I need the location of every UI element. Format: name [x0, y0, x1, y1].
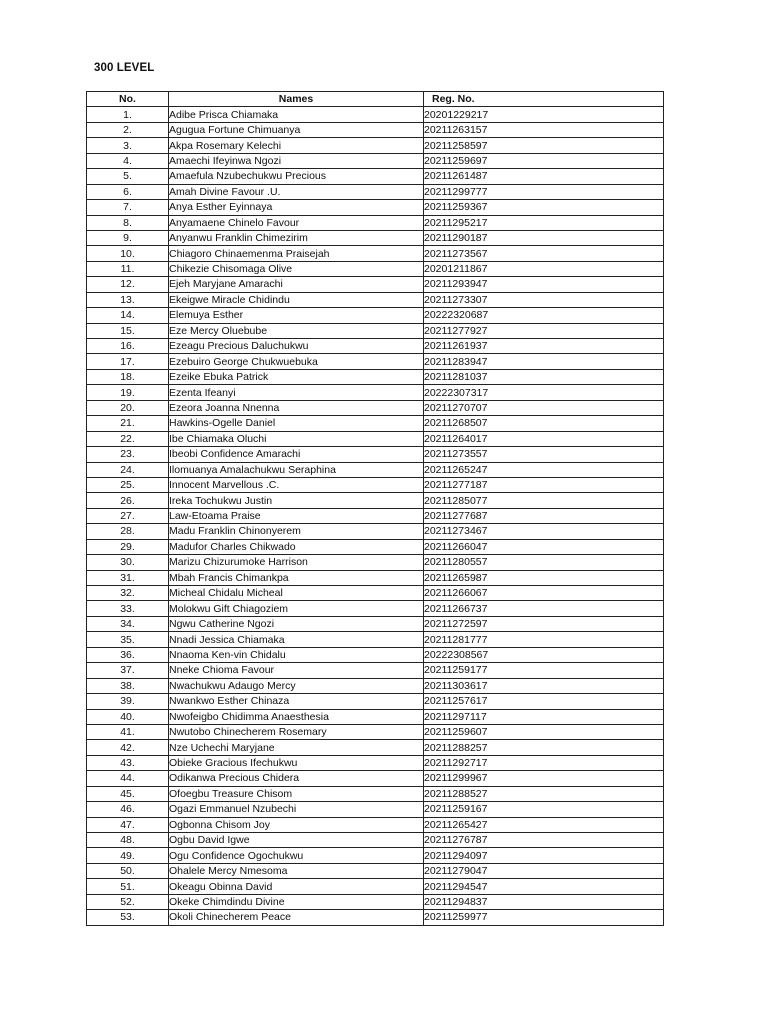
student-name: Chikezie Chisomaga Olive: [169, 261, 424, 276]
table-row: [87, 246, 664, 261]
table-row: [87, 570, 664, 585]
table-row: [87, 169, 664, 184]
student-name: Amaefula Nzubechukwu Precious: [169, 169, 424, 184]
row-number: 52.: [87, 894, 169, 909]
student-name: Marizu Chizurumoke Harrison: [169, 555, 424, 570]
table-row: [87, 786, 664, 801]
student-name: Ogazi Emmanuel Nzubechi: [169, 802, 424, 817]
registration-number: 20211283947: [424, 354, 664, 369]
row-number: 3.: [87, 138, 169, 153]
row-number: 33.: [87, 601, 169, 616]
row-number: 40.: [87, 709, 169, 724]
header-row: [87, 92, 664, 107]
table-row: [87, 184, 664, 199]
student-name: Mbah Francis Chimankpa: [169, 570, 424, 585]
table-row: [87, 817, 664, 832]
student-name: Ezeike Ebuka Patrick: [169, 369, 424, 384]
registration-number: 20211295217: [424, 215, 664, 230]
table-row: [87, 616, 664, 631]
table-row: [87, 292, 664, 307]
table-row: [87, 385, 664, 400]
registration-number: 20211281037: [424, 369, 664, 384]
row-number: 14.: [87, 308, 169, 323]
student-name: Ilomuanya Amalachukwu Seraphina: [169, 462, 424, 477]
registration-number: 20211294097: [424, 848, 664, 863]
table-row: [87, 323, 664, 338]
student-name: Adibe Prisca Chiamaka: [169, 107, 424, 122]
table-row: [87, 632, 664, 647]
table-row: [87, 524, 664, 539]
table-row: [87, 462, 664, 477]
student-name: Ezeora Joanna Nnenna: [169, 400, 424, 415]
table-row: [87, 508, 664, 523]
registration-number: 20211285077: [424, 493, 664, 508]
student-name: Nwankwo Esther Chinaza: [169, 694, 424, 709]
registration-number: 20211265987: [424, 570, 664, 585]
registration-number: 20201229217: [424, 107, 664, 122]
column-header-names: Names: [169, 92, 424, 107]
student-name: Obieke Gracious Ifechukwu: [169, 755, 424, 770]
table-row: [87, 215, 664, 230]
row-number: 15.: [87, 323, 169, 338]
registration-number: 20211259167: [424, 802, 664, 817]
table-row: [87, 879, 664, 894]
row-number: 38.: [87, 678, 169, 693]
table-row: [87, 601, 664, 616]
student-name: Micheal Chidalu Micheal: [169, 586, 424, 601]
student-name: Nwofeigbo Chidimma Anaesthesia: [169, 709, 424, 724]
table-row: [87, 277, 664, 292]
row-number: 7.: [87, 200, 169, 215]
row-number: 35.: [87, 632, 169, 647]
registration-number: 20211259607: [424, 724, 664, 739]
row-number: 32.: [87, 586, 169, 601]
row-number: 42.: [87, 740, 169, 755]
student-name: Elemuya Esther: [169, 308, 424, 323]
row-number: 4.: [87, 153, 169, 168]
registration-number: 20211261487: [424, 169, 664, 184]
registration-number: 20201211867: [424, 261, 664, 276]
registration-number: 20211261937: [424, 339, 664, 354]
student-name: Ezeagu Precious Daluchukwu: [169, 339, 424, 354]
student-name: Innocent Marvellous .C.: [169, 477, 424, 492]
student-name: Nze Uchechi Maryjane: [169, 740, 424, 755]
student-name: Eze Mercy Oluebube: [169, 323, 424, 338]
registration-number: 20211303617: [424, 678, 664, 693]
student-name: Odikanwa Precious Chidera: [169, 771, 424, 786]
student-name: Ohalele Mercy Nmesoma: [169, 863, 424, 878]
student-name: Chiagoro Chinaemenma Praisejah: [169, 246, 424, 261]
row-number: 45.: [87, 786, 169, 801]
table-row: [87, 230, 664, 245]
registration-number: 20211257617: [424, 694, 664, 709]
registration-number: 20211279047: [424, 863, 664, 878]
student-name: Ngwu Catherine Ngozi: [169, 616, 424, 631]
student-name: Anya Esther Eyinnaya: [169, 200, 424, 215]
student-name: Ejeh Maryjane Amarachi: [169, 277, 424, 292]
registration-number: 20211259177: [424, 663, 664, 678]
table-row: [87, 416, 664, 431]
table-row: [87, 755, 664, 770]
registration-number: 20222320687: [424, 308, 664, 323]
student-name: Okeke Chimdindu Divine: [169, 894, 424, 909]
registration-number: 20211268507: [424, 416, 664, 431]
row-number: 53.: [87, 910, 169, 925]
student-name: Okeagu Obinna David: [169, 879, 424, 894]
table-row: [87, 709, 664, 724]
row-number: 51.: [87, 879, 169, 894]
student-name: Nwachukwu Adaugo Mercy: [169, 678, 424, 693]
row-number: 10.: [87, 246, 169, 261]
registration-number: 20211273467: [424, 524, 664, 539]
student-roster-table: [86, 91, 664, 926]
registration-number: 20211294837: [424, 894, 664, 909]
student-name: Akpa Rosemary Kelechi: [169, 138, 424, 153]
table-row: [87, 447, 664, 462]
registration-number: 20211297117: [424, 709, 664, 724]
student-name: Madu Franklin Chinonyerem: [169, 524, 424, 539]
student-name: Madufor Charles Chikwado: [169, 539, 424, 554]
registration-number: 20211259977: [424, 910, 664, 925]
student-name: Amaechi Ifeyinwa Ngozi: [169, 153, 424, 168]
student-name: Ibeobi Confidence Amarachi: [169, 447, 424, 462]
student-name: Ogu Confidence Ogochukwu: [169, 848, 424, 863]
table-row: [87, 354, 664, 369]
registration-number: 20211270707: [424, 400, 664, 415]
student-name: Anyanwu Franklin Chimezirim: [169, 230, 424, 245]
table-row: [87, 848, 664, 863]
student-name: Anyamaene Chinelo Favour: [169, 215, 424, 230]
table-row: [87, 910, 664, 925]
table-row: [87, 647, 664, 662]
registration-number: 20211277927: [424, 323, 664, 338]
level-heading: 300 LEVEL: [94, 62, 155, 74]
table-row: [87, 400, 664, 415]
row-number: 6.: [87, 184, 169, 199]
row-number: 11.: [87, 261, 169, 276]
student-name: Law-Etoama Praise: [169, 508, 424, 523]
row-number: 19.: [87, 385, 169, 400]
row-number: 31.: [87, 570, 169, 585]
table-row: [87, 477, 664, 492]
registration-number: 20211272597: [424, 616, 664, 631]
registration-number: 20222308567: [424, 647, 664, 662]
row-number: 50.: [87, 863, 169, 878]
row-number: 26.: [87, 493, 169, 508]
registration-number: 20211258597: [424, 138, 664, 153]
row-number: 39.: [87, 694, 169, 709]
table-row: [87, 740, 664, 755]
table-row: [87, 724, 664, 739]
table-row: [87, 694, 664, 709]
table-row: [87, 153, 664, 168]
table-row: [87, 138, 664, 153]
row-number: 41.: [87, 724, 169, 739]
row-number: 2.: [87, 122, 169, 137]
registration-number: 20211288527: [424, 786, 664, 801]
student-name: Ogbu David Igwe: [169, 833, 424, 848]
row-number: 22.: [87, 431, 169, 446]
row-number: 1.: [87, 107, 169, 122]
student-name: Nwutobo Chinecherem Rosemary: [169, 724, 424, 739]
row-number: 21.: [87, 416, 169, 431]
registration-number: 20211290187: [424, 230, 664, 245]
table-row: [87, 802, 664, 817]
row-number: 47.: [87, 817, 169, 832]
row-number: 18.: [87, 369, 169, 384]
table-row: [87, 493, 664, 508]
table-row: [87, 200, 664, 215]
student-name: Ireka Tochukwu Justin: [169, 493, 424, 508]
table-row: [87, 339, 664, 354]
registration-number: 20211259697: [424, 153, 664, 168]
row-number: 44.: [87, 771, 169, 786]
registration-number: 20211265247: [424, 462, 664, 477]
table-row: [87, 863, 664, 878]
registration-number: 20211299967: [424, 771, 664, 786]
registration-number: 20222307317: [424, 385, 664, 400]
registration-number: 20211277687: [424, 508, 664, 523]
registration-number: 20211299777: [424, 184, 664, 199]
row-number: 27.: [87, 508, 169, 523]
table-row: [87, 586, 664, 601]
table-row: [87, 894, 664, 909]
row-number: 5.: [87, 169, 169, 184]
table-row: [87, 308, 664, 323]
student-name: Nneke Chioma Favour: [169, 663, 424, 678]
registration-number: 20211276787: [424, 833, 664, 848]
registration-number: 20211273567: [424, 246, 664, 261]
column-header-number: No.: [87, 92, 169, 107]
row-number: 25.: [87, 477, 169, 492]
row-number: 37.: [87, 663, 169, 678]
student-name: Okoli Chinecherem Peace: [169, 910, 424, 925]
student-name: Ogbonna Chisom Joy: [169, 817, 424, 832]
row-number: 30.: [87, 555, 169, 570]
registration-number: 20211259367: [424, 200, 664, 215]
row-number: 23.: [87, 447, 169, 462]
student-name: Hawkins-Ogelle Daniel: [169, 416, 424, 431]
table-row: [87, 107, 664, 122]
registration-number: 20211277187: [424, 477, 664, 492]
table-row: [87, 431, 664, 446]
table-row: [87, 122, 664, 137]
table-row: [87, 678, 664, 693]
row-number: 46.: [87, 802, 169, 817]
registration-number: 20211263157: [424, 122, 664, 137]
row-number: 8.: [87, 215, 169, 230]
student-name: Ezebuiro George Chukwuebuka: [169, 354, 424, 369]
row-number: 9.: [87, 230, 169, 245]
registration-number: 20211265427: [424, 817, 664, 832]
row-number: 13.: [87, 292, 169, 307]
row-number: 49.: [87, 848, 169, 863]
student-name: Ezenta Ifeanyi: [169, 385, 424, 400]
table-row: [87, 261, 664, 276]
registration-number: 20211281777: [424, 632, 664, 647]
column-header-reg-no: Reg. No.: [424, 92, 664, 107]
table-header: [87, 92, 664, 107]
registration-number: 20211266067: [424, 586, 664, 601]
table-row: [87, 369, 664, 384]
table-row: [87, 771, 664, 786]
registration-number: 20211266737: [424, 601, 664, 616]
row-number: 28.: [87, 524, 169, 539]
registration-number: 20211264017: [424, 431, 664, 446]
row-number: 20.: [87, 400, 169, 415]
row-number: 12.: [87, 277, 169, 292]
registration-number: 20211294547: [424, 879, 664, 894]
row-number: 29.: [87, 539, 169, 554]
table-row: [87, 663, 664, 678]
table-row: [87, 833, 664, 848]
table-row: [87, 539, 664, 554]
student-name: Molokwu Gift Chiagoziem: [169, 601, 424, 616]
student-name: Nnaoma Ken-vin Chidalu: [169, 647, 424, 662]
student-name: Amah Divine Favour .U.: [169, 184, 424, 199]
table-body: [87, 107, 664, 925]
registration-number: 20211273557: [424, 447, 664, 462]
row-number: 36.: [87, 647, 169, 662]
student-name: Nnadi Jessica Chiamaka: [169, 632, 424, 647]
student-name: Ofoegbu Treasure Chisom: [169, 786, 424, 801]
registration-number: 20211292717: [424, 755, 664, 770]
registration-number: 20211273307: [424, 292, 664, 307]
row-number: 16.: [87, 339, 169, 354]
student-name: Ekeigwe Miracle Chidindu: [169, 292, 424, 307]
row-number: 24.: [87, 462, 169, 477]
row-number: 34.: [87, 616, 169, 631]
row-number: 43.: [87, 755, 169, 770]
row-number: 48.: [87, 833, 169, 848]
registration-number: 20211288257: [424, 740, 664, 755]
row-number: 17.: [87, 354, 169, 369]
registration-number: 20211266047: [424, 539, 664, 554]
registration-number: 20211293947: [424, 277, 664, 292]
student-name: Ibe Chiamaka Oluchi: [169, 431, 424, 446]
table-row: [87, 555, 664, 570]
student-name: Agugua Fortune Chimuanya: [169, 122, 424, 137]
registration-number: 20211280557: [424, 555, 664, 570]
